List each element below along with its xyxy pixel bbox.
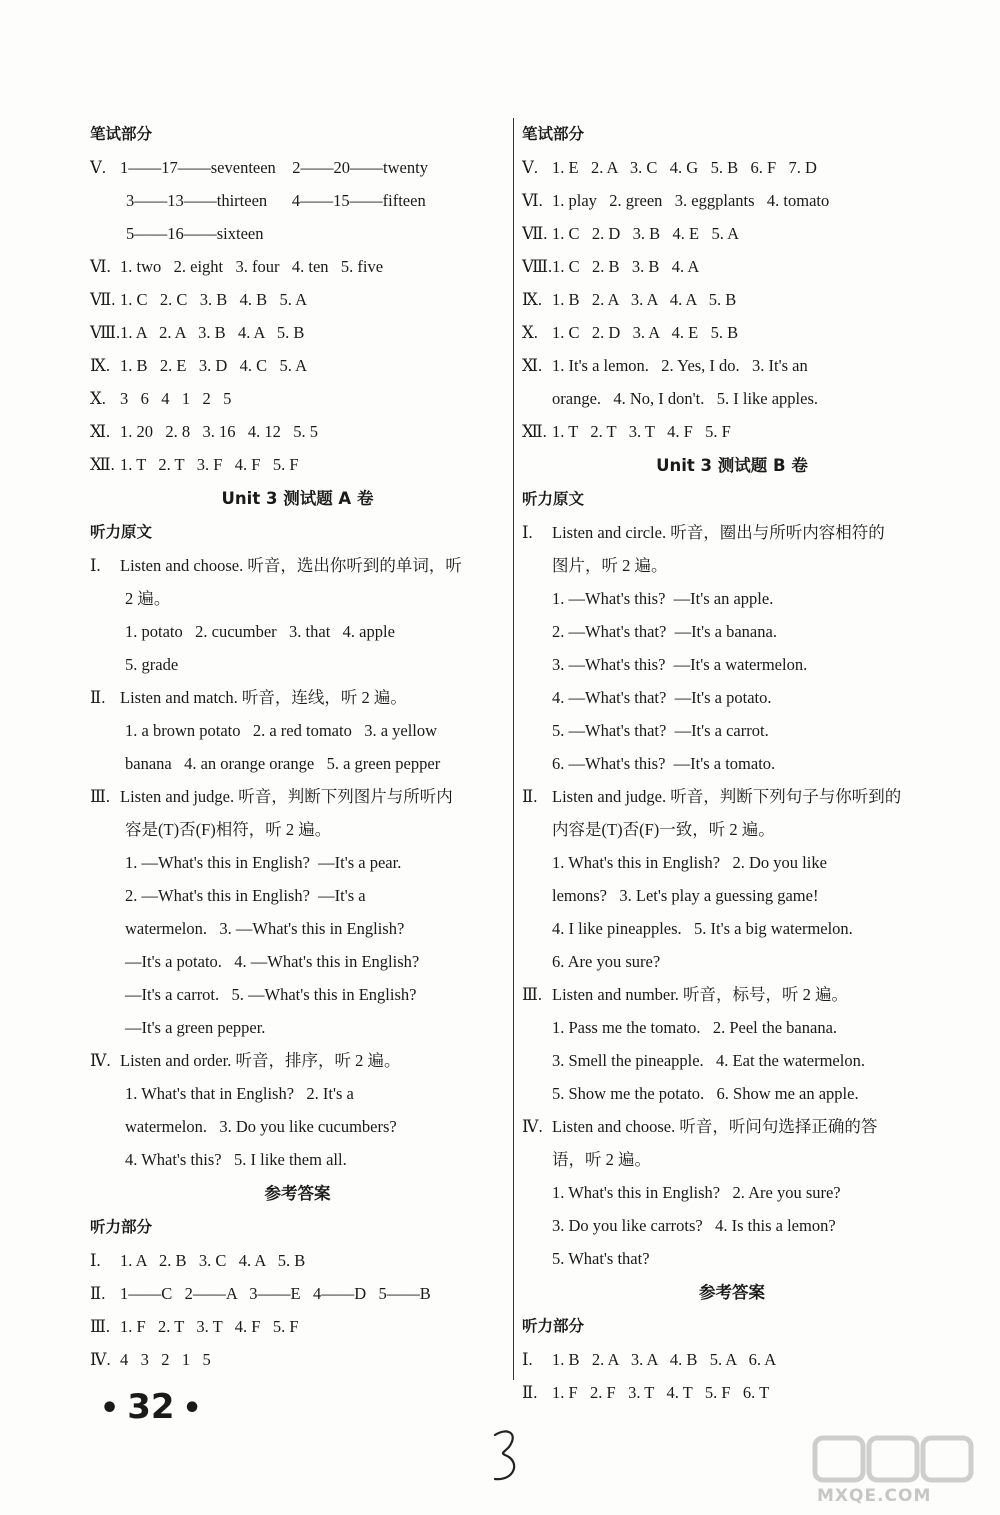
answer-text: 图片，听 2 遍。 bbox=[552, 556, 668, 575]
answer-line bbox=[522, 615, 942, 648]
answer-text: lemons? 3. Let's play a guessing game! bbox=[552, 886, 819, 905]
answer-text: 1. a brown potato 2. a red tomato 3. a yellow bbox=[125, 721, 438, 740]
answer-line bbox=[522, 813, 942, 846]
answer-line bbox=[522, 516, 942, 549]
answer-line bbox=[522, 415, 942, 448]
answer-text: 1. B 2. A 3. A 4. A 5. B bbox=[552, 290, 737, 309]
watermark-url: MXQE.COM bbox=[817, 1486, 932, 1506]
answer-line bbox=[522, 549, 942, 582]
section-heading-written: 笔试部分 bbox=[522, 125, 585, 143]
answer-text: 1. C 2. D 3. A 4. E 5. B bbox=[552, 323, 739, 342]
answer-line bbox=[522, 1376, 942, 1409]
question-number: Ⅲ. bbox=[90, 1317, 111, 1336]
answer-text: 1. play 2. green 3. eggplants 4. tomato bbox=[552, 191, 830, 210]
answer-text: —It's a carrot. 5. —What's this in English? bbox=[125, 985, 417, 1004]
answer-line bbox=[522, 151, 942, 184]
watermark-icon bbox=[745, 1430, 985, 1490]
answer-text: Listen and judge. 听音，判断下列句子与你听到的 bbox=[552, 787, 902, 806]
answers-title: 参考答案 bbox=[264, 1184, 331, 1203]
question-number: Ⅰ. bbox=[90, 1251, 101, 1270]
answer-text: 1. potato 2. cucumber 3. that 4. apple bbox=[125, 622, 395, 641]
question-number: Ⅱ. bbox=[522, 787, 538, 806]
answer-text: watermelon. 3. —What's this in English? bbox=[125, 919, 405, 938]
answer-line bbox=[522, 1011, 942, 1044]
answer-text: 1. What's that in English? 2. It's a bbox=[125, 1084, 354, 1103]
answer-text: watermelon. 3. Do you like cucumbers? bbox=[125, 1117, 397, 1136]
answer-text: 5. grade bbox=[125, 655, 179, 674]
answer-text: 2 遍。 bbox=[125, 589, 171, 608]
answer-line bbox=[90, 615, 505, 648]
answer-line bbox=[90, 1244, 505, 1277]
answer-text: 6. —What's this? —It's a tomato. bbox=[552, 754, 776, 773]
answer-line bbox=[90, 415, 505, 448]
answer-line bbox=[522, 780, 942, 813]
answer-line bbox=[90, 978, 505, 1011]
answer-line bbox=[522, 1143, 942, 1176]
answer-text: 6. Are you sure? bbox=[552, 952, 661, 971]
question-number: Ⅷ. bbox=[90, 323, 121, 342]
answer-text: 1. B 2. E 3. D 4. C 5. A bbox=[120, 356, 308, 375]
answer-line bbox=[90, 846, 505, 879]
question-number: Ⅱ. bbox=[90, 688, 106, 707]
answer-text: 1. T 2. T 3. F 4. F 5. F bbox=[120, 455, 299, 474]
answer-line bbox=[90, 648, 505, 681]
answer-block-listening bbox=[90, 1244, 505, 1376]
page-number bbox=[92, 1385, 210, 1431]
answer-line bbox=[522, 846, 942, 879]
answer-line bbox=[90, 945, 505, 978]
question-number: Ⅹ. bbox=[90, 389, 106, 408]
answer-text: orange. 4. No, I don't. 5. I like apples. bbox=[552, 389, 818, 408]
answer-text: 1——C 2——A 3——E 4——D 5——B bbox=[120, 1284, 431, 1303]
answer-text: 4 3 2 1 5 bbox=[120, 1350, 211, 1369]
question-number: Ⅰ. bbox=[522, 523, 533, 542]
question-number: Ⅳ. bbox=[522, 1117, 543, 1136]
answer-line bbox=[90, 250, 505, 283]
question-number: Ⅱ. bbox=[90, 1284, 106, 1303]
answer-line bbox=[90, 1011, 505, 1044]
answer-text: 1. C 2. D 3. B 4. E 5. A bbox=[552, 224, 740, 243]
answer-text: 1. two 2. eight 3. four 4. ten 5. five bbox=[120, 257, 384, 276]
question-number: Ⅳ. bbox=[90, 1350, 111, 1369]
answer-text: 5. —What's that? —It's a carrot. bbox=[552, 721, 769, 740]
answer-text: 1——17——seventeen 2——20——twenty bbox=[120, 158, 428, 177]
answer-text: —It's a potato. 4. —What's this in English? bbox=[125, 952, 420, 971]
answer-line bbox=[522, 316, 942, 349]
column-divider bbox=[513, 118, 514, 1380]
question-number: Ⅰ. bbox=[522, 1350, 533, 1369]
answer-text: 3. —What's this? —It's a watermelon. bbox=[552, 655, 808, 674]
answer-text: Listen and choose. 听音，听问句选择正确的答 bbox=[552, 1117, 878, 1136]
answer-text: 1. C 2. C 3. B 4. B 5. A bbox=[120, 290, 308, 309]
answer-line bbox=[90, 1343, 505, 1376]
answer-line bbox=[522, 1077, 942, 1110]
answer-line bbox=[522, 1209, 942, 1242]
answer-line bbox=[90, 780, 505, 813]
answer-line bbox=[90, 1310, 505, 1343]
question-number: Ⅲ. bbox=[90, 787, 111, 806]
answer-text: Listen and choose. 听音，选出你听到的单词，听 bbox=[120, 556, 462, 575]
section-heading-listening: 听力原文 bbox=[90, 523, 153, 541]
answer-line bbox=[90, 747, 505, 780]
answers-title: 参考答案 bbox=[699, 1283, 765, 1302]
answer-line bbox=[522, 184, 942, 217]
answer-line bbox=[522, 945, 942, 978]
question-number: Ⅵ. bbox=[522, 191, 543, 210]
question-number: Ⅷ. bbox=[522, 257, 553, 276]
answer-line bbox=[522, 283, 942, 316]
answer-text: Listen and circle. 听音，圈出与所听内容相符的 bbox=[552, 523, 885, 542]
answer-line bbox=[522, 978, 942, 1011]
answer-text: 容是(T)否(F)相符，听 2 遍。 bbox=[125, 820, 332, 839]
answer-line bbox=[522, 648, 942, 681]
answer-text: 3. Smell the pineapple. 4. Eat the watermelon. bbox=[552, 1051, 865, 1070]
answer-line bbox=[522, 1110, 942, 1143]
question-number: Ⅰ. bbox=[90, 556, 101, 575]
answer-text: 1. A 2. A 3. B 4. A 5. B bbox=[120, 323, 305, 342]
answer-text: 1. T 2. T 3. T 4. F 5. F bbox=[552, 422, 731, 441]
watermark-logo bbox=[745, 1430, 985, 1510]
answer-line bbox=[522, 1044, 942, 1077]
answer-line bbox=[522, 1343, 942, 1376]
answer-line bbox=[90, 217, 505, 250]
question-number: Ⅵ. bbox=[90, 257, 111, 276]
answer-line bbox=[90, 316, 505, 349]
question-number: Ⅸ. bbox=[90, 356, 111, 375]
unit-title-a: Unit 3 测试题 A 卷 bbox=[221, 489, 374, 508]
answer-text: 4. —What's that? —It's a potato. bbox=[552, 688, 772, 707]
unit-title-b: Unit 3 测试题 B 卷 bbox=[656, 456, 808, 475]
question-number: Ⅺ. bbox=[522, 356, 543, 375]
bullet-dot-icon: • bbox=[100, 1391, 120, 1426]
answer-line bbox=[90, 582, 505, 615]
answer-line bbox=[522, 747, 942, 780]
answer-text: 1. 20 2. 8 3. 16 4. 12 5. 5 bbox=[120, 422, 318, 441]
answer-line bbox=[90, 912, 505, 945]
right-column bbox=[522, 118, 942, 1409]
answer-text: 5——16——sixteen bbox=[126, 224, 264, 243]
listening-script-block bbox=[522, 516, 942, 1275]
answer-line bbox=[90, 1044, 505, 1077]
question-number: Ⅲ. bbox=[522, 985, 543, 1004]
answer-text: 1. —What's this in English? —It's a pear. bbox=[125, 853, 402, 872]
answer-text: Listen and number. 听音，标号，听 2 遍。 bbox=[552, 985, 849, 1004]
answer-line bbox=[522, 250, 942, 283]
answer-text: 1. E 2. A 3. C 4. G 5. B 6. F 7. D bbox=[552, 158, 817, 177]
page-number-text: 32 bbox=[127, 1387, 175, 1427]
answer-line bbox=[522, 349, 942, 382]
section-heading-listening-part: 听力部分 bbox=[90, 1218, 153, 1236]
answer-text: 2. —What's that? —It's a banana. bbox=[552, 622, 777, 641]
answer-text: 2. —What's this in English? —It's a bbox=[125, 886, 366, 905]
answer-text: 3——13——thirteen 4——15——fifteen bbox=[126, 191, 426, 210]
answer-line bbox=[522, 879, 942, 912]
answer-text: 1. It's a lemon. 2. Yes, I do. 3. It's an bbox=[552, 356, 808, 375]
answer-line bbox=[522, 681, 942, 714]
answer-line bbox=[90, 1110, 505, 1143]
answer-text: 1. C 2. B 3. B 4. A bbox=[552, 257, 700, 276]
question-number: Ⅳ. bbox=[90, 1051, 111, 1070]
answer-text: 1. F 2. F 3. T 4. T 5. F 6. T bbox=[552, 1383, 770, 1402]
bullet-dot-icon: • bbox=[182, 1391, 202, 1426]
answer-text: —It's a green pepper. bbox=[125, 1018, 266, 1037]
answer-line bbox=[90, 184, 505, 217]
answer-line bbox=[90, 549, 505, 582]
answer-line bbox=[522, 217, 942, 250]
answer-line bbox=[522, 382, 942, 415]
question-number: Ⅶ. bbox=[522, 224, 548, 243]
answer-text: 内容是(T)否(F)一致，听 2 遍。 bbox=[552, 820, 775, 839]
answer-block-written bbox=[522, 151, 942, 448]
answer-line bbox=[90, 813, 505, 846]
answer-block-written bbox=[90, 151, 505, 481]
answer-line bbox=[522, 714, 942, 747]
question-number: Ⅴ. bbox=[90, 158, 107, 177]
question-number: Ⅱ. bbox=[522, 1383, 538, 1402]
answer-block-listening bbox=[522, 1343, 942, 1409]
question-number: Ⅸ. bbox=[522, 290, 543, 309]
answer-text: 1. Pass me the tomato. 2. Peel the banana. bbox=[552, 1018, 838, 1037]
answer-text: 1. —What's this? —It's an apple. bbox=[552, 589, 774, 608]
answer-text: 5. What's that? bbox=[552, 1249, 650, 1268]
question-number: Ⅻ. bbox=[90, 455, 115, 474]
answer-text: 语，听 2 遍。 bbox=[552, 1150, 651, 1169]
answer-text: 1. What's this in English? 2. Do you like bbox=[552, 853, 827, 872]
answer-text: 1. What's this in English? 2. Are you sure? bbox=[552, 1183, 841, 1202]
answer-line bbox=[90, 382, 505, 415]
left-column bbox=[90, 118, 505, 1376]
answer-line bbox=[90, 1077, 505, 1110]
answer-line bbox=[90, 1277, 505, 1310]
question-number: Ⅻ. bbox=[522, 422, 547, 441]
answer-line bbox=[522, 582, 942, 615]
answer-text: Listen and judge. 听音，判断下列图片与所听内 bbox=[120, 787, 453, 806]
question-number: Ⅺ. bbox=[90, 422, 111, 441]
answer-text: 1. A 2. B 3. C 4. A 5. B bbox=[120, 1251, 306, 1270]
answer-line bbox=[90, 448, 505, 481]
answer-line bbox=[90, 283, 505, 316]
answer-text: banana 4. an orange orange 5. a green pepper bbox=[125, 754, 441, 773]
question-number: Ⅶ. bbox=[90, 290, 116, 309]
answer-text: 3 6 4 1 2 5 bbox=[120, 389, 232, 408]
answer-text: 3. Do you like carrots? 4. Is this a lemon? bbox=[552, 1216, 836, 1235]
section-heading-written: 笔试部分 bbox=[90, 125, 153, 143]
answer-text: 4. What's this? 5. I like them all. bbox=[125, 1150, 347, 1169]
answer-text: 5. Show me the potato. 6. Show me an apple. bbox=[552, 1084, 859, 1103]
answer-text: 4. I like pineapples. 5. It's a big watermelon. bbox=[552, 919, 853, 938]
answer-text: Listen and order. 听音，排序，听 2 遍。 bbox=[120, 1051, 401, 1070]
answer-line bbox=[522, 1176, 942, 1209]
answer-line bbox=[522, 1242, 942, 1275]
listening-script-block bbox=[90, 549, 505, 1176]
answer-line bbox=[90, 681, 505, 714]
section-heading-listening-part: 听力部分 bbox=[522, 1317, 585, 1335]
answer-line bbox=[522, 912, 942, 945]
question-number: Ⅹ. bbox=[522, 323, 538, 342]
answer-line bbox=[90, 714, 505, 747]
section-heading-listening: 听力原文 bbox=[522, 490, 585, 508]
handwritten-three-icon bbox=[485, 1425, 525, 1485]
answer-line bbox=[90, 151, 505, 184]
answer-line bbox=[90, 879, 505, 912]
answer-line bbox=[90, 1143, 505, 1176]
question-number: Ⅴ. bbox=[522, 158, 539, 177]
answer-text: Listen and match. 听音，连线，听 2 遍。 bbox=[120, 688, 407, 707]
answer-text: 1. F 2. T 3. T 4. F 5. F bbox=[120, 1317, 299, 1336]
answer-line bbox=[90, 349, 505, 382]
answer-text: 1. B 2. A 3. A 4. B 5. A 6. A bbox=[552, 1350, 777, 1369]
